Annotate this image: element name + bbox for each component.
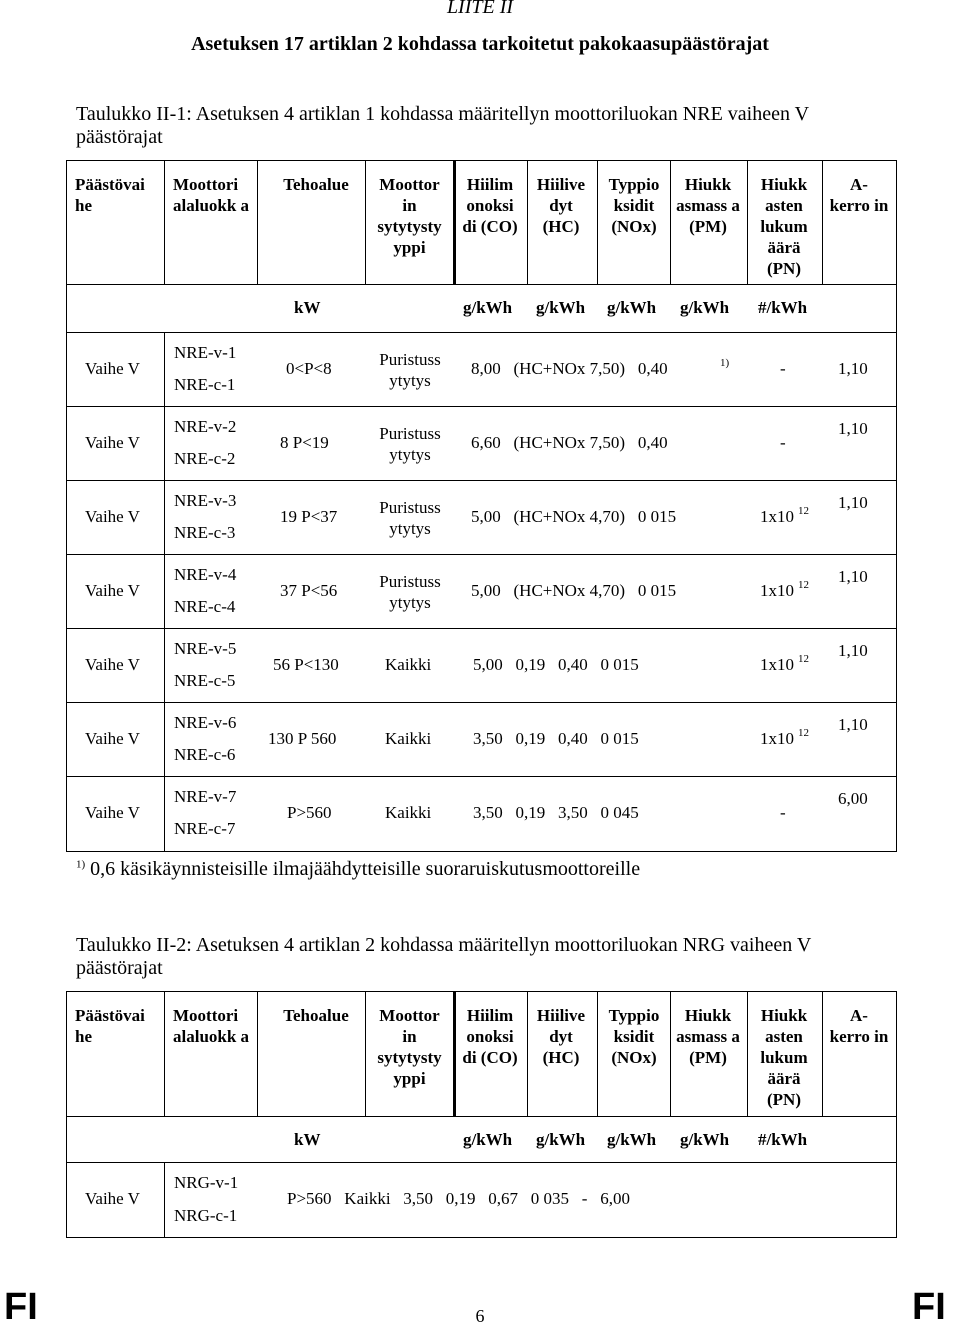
t1-row-sub2: NRE-c-4 bbox=[174, 597, 236, 616]
t1-row-ignition: Puristuss ytytys bbox=[379, 572, 441, 612]
t2-header-hc: Hiilive dyt (HC) bbox=[536, 1006, 586, 1067]
t1-unit-kw: kW bbox=[294, 298, 321, 317]
t1-row-pn-exp: 12 bbox=[798, 653, 809, 665]
t2-row-stage: Vaihe V bbox=[85, 1189, 140, 1208]
t1-row-afactor: 1,10 bbox=[838, 419, 868, 438]
t1-unit-nox: g/kWh bbox=[607, 298, 657, 317]
t1-unit-pm: g/kWh bbox=[680, 298, 730, 317]
t2-header-afactor: A- kerro in bbox=[829, 1006, 889, 1046]
t1-row-power: 0<P<8 bbox=[286, 359, 332, 378]
t1-unit-hc: g/kWh bbox=[536, 298, 586, 317]
footer-left-label: FI bbox=[4, 1286, 38, 1328]
annex-label: LIITE II bbox=[446, 0, 514, 18]
t2-header-power: Tehoalue bbox=[283, 1006, 349, 1025]
t2-unit-nox: g/kWh bbox=[607, 1130, 657, 1149]
t1-row-power: 8 P<19 bbox=[280, 433, 329, 452]
t2-unit-hc: g/kWh bbox=[536, 1130, 586, 1149]
t1-row-pm-note: 1) bbox=[720, 357, 730, 369]
t1-row-ignition: Kaikki bbox=[385, 803, 432, 822]
t1-row-ignition: Puristuss ytytys bbox=[379, 424, 441, 464]
t2-row-sub1: NRG-v-1 bbox=[174, 1173, 239, 1192]
t2-unit-co: g/kWh bbox=[463, 1130, 513, 1149]
t2-unit-pn: #/kWh bbox=[758, 1130, 808, 1149]
t1-row-sub2: NRE-c-7 bbox=[174, 819, 236, 838]
t1-row-sub1: NRE-v-1 bbox=[174, 343, 237, 362]
t1-row-stage: Vaihe V bbox=[85, 433, 140, 452]
t1-row-sub1: NRE-v-2 bbox=[174, 417, 237, 436]
t1-row-pn-exp: 12 bbox=[798, 727, 809, 739]
t1-row-stage: Vaihe V bbox=[85, 729, 140, 748]
t1-unit-co: g/kWh bbox=[463, 298, 513, 317]
t1-row-stage: Vaihe V bbox=[85, 507, 140, 526]
t1-header-afactor: A- kerro in bbox=[829, 175, 889, 215]
t1-header-ignition: Moottor in sytytysty yppi bbox=[377, 175, 442, 257]
t1-row-values: 6,60 (HC+NOx 7,50) 0,40 bbox=[471, 433, 668, 452]
t1-header-pn: Hiukk asten lukum äärä (PN) bbox=[760, 175, 808, 278]
t1-row-pn: - bbox=[780, 803, 786, 822]
footnote-mark: 1) bbox=[76, 858, 86, 871]
t1-row-pn: 1x10 bbox=[760, 507, 794, 526]
t1-row-ignition: Puristuss ytytys bbox=[379, 350, 441, 390]
t1-row-sub1: NRE-v-6 bbox=[174, 713, 237, 732]
t1-header-hc: Hiilive dyt (HC) bbox=[536, 175, 586, 236]
t1-header-power: Tehoalue bbox=[283, 175, 349, 194]
t1-row-sub2: NRE-c-2 bbox=[174, 449, 236, 468]
footnote bbox=[76, 858, 640, 881]
t2-header-pm: Hiukk asmass a (PM) bbox=[676, 1006, 740, 1067]
t2-row-values: P>560 Kaikki 3,50 0,19 0,67 0 035 - 6,00 bbox=[287, 1189, 630, 1208]
t1-row-sub1: NRE-v-5 bbox=[174, 639, 237, 658]
t1-row-ignition: Puristuss ytytys bbox=[379, 498, 441, 538]
t2-header-nox: Typpio ksidit (NOx) bbox=[608, 1006, 660, 1067]
t1-row-ignition: Kaikki bbox=[385, 655, 432, 674]
t1-row-values: 3,50 0,19 3,50 0 045 bbox=[473, 803, 639, 822]
t1-row-stage: Vaihe V bbox=[85, 581, 140, 600]
t1-row-values: 5,00 (HC+NOx 4,70) 0 015 bbox=[471, 507, 677, 526]
t1-row-values: 5,00 (HC+NOx 4,70) 0 015 bbox=[471, 581, 677, 600]
t1-header-nox: Typpio ksidit (NOx) bbox=[608, 175, 660, 236]
t1-row-sub2: NRE-c-6 bbox=[174, 745, 236, 764]
t1-row-power: 56 P<130 bbox=[273, 655, 339, 674]
t1-row-values: 8,00 (HC+NOx 7,50) 0,40 bbox=[471, 359, 668, 378]
t1-row-pn: 1x10 bbox=[760, 581, 794, 600]
t1-row-ignition: Kaikki bbox=[385, 729, 432, 748]
page-number: 6 bbox=[475, 1306, 485, 1326]
footer-right-label: FI bbox=[912, 1286, 946, 1328]
t1-row-sub1: NRE-v-4 bbox=[174, 565, 237, 584]
t2-header-stage: Päästövai he bbox=[75, 1006, 145, 1046]
t1-header-stage: Päästövai he bbox=[75, 175, 145, 215]
t1-row-values: 5,00 0,19 0,40 0 015 bbox=[473, 655, 639, 674]
t1-row-stage: Vaihe V bbox=[85, 803, 140, 822]
table1-caption: Taulukko II-1: Asetuksen 4 artiklan 1 kohdassa määritellyn moottoriluokan NRE vaiheen V päästörajat bbox=[76, 103, 809, 148]
t1-row-pn: 1x10 bbox=[760, 729, 794, 748]
t1-row-stage: Vaihe V bbox=[85, 655, 140, 674]
t1-row-pn-exp: 12 bbox=[798, 505, 809, 517]
t2-unit-kw: kW bbox=[294, 1130, 321, 1149]
t1-row-sub1: NRE-v-7 bbox=[174, 787, 237, 806]
t2-header-pn: Hiukk asten lukum äärä (PN) bbox=[760, 1006, 808, 1109]
t2-unit-pm: g/kWh bbox=[680, 1130, 730, 1149]
table2-caption: Taulukko II-2: Asetuksen 4 artiklan 2 kohdassa määritellyn moottoriluokan NRG vaiheen V päästörajat bbox=[76, 934, 811, 979]
t1-header-pm: Hiukk asmass a (PM) bbox=[676, 175, 740, 236]
t1-row-power: 130 P 560 bbox=[268, 729, 337, 748]
t2-header-ignition: Moottor in sytytysty yppi bbox=[377, 1006, 442, 1088]
t2-header-co: Hiilim onoksi di (CO) bbox=[462, 1006, 518, 1067]
t1-row-sub2: NRE-c-3 bbox=[174, 523, 236, 542]
footnote-text: 0,6 käsikäynnisteisille ilmajäähdytteisille suoraruiskutusmoottoreille bbox=[90, 858, 641, 880]
t1-row-pn-exp: 12 bbox=[798, 579, 809, 591]
t1-row-afactor: 1,10 bbox=[838, 567, 868, 586]
t1-row-values: 3,50 0,19 0,40 0 015 bbox=[473, 729, 639, 748]
t1-row-sub1: NRE-v-3 bbox=[174, 491, 237, 510]
t1-row-pn: - bbox=[780, 433, 786, 452]
t1-row-afactor: 1,10 bbox=[838, 359, 868, 378]
t1-row-sub2: NRE-c-1 bbox=[174, 375, 236, 394]
t1-row-afactor: 1,10 bbox=[838, 715, 868, 734]
t1-header-co: Hiilim onoksi di (CO) bbox=[462, 175, 518, 236]
t1-row-afactor: 1,10 bbox=[838, 493, 868, 512]
t1-row-power: 37 P<56 bbox=[280, 581, 338, 600]
t1-row-pn: 1x10 bbox=[760, 655, 794, 674]
t1-row-stage: Vaihe V bbox=[85, 359, 140, 378]
t1-row-power: P>560 bbox=[287, 803, 332, 822]
t1-row-pn: - bbox=[780, 359, 786, 378]
t1-row-afactor: 1,10 bbox=[838, 641, 868, 660]
t2-row-sub2: NRG-c-1 bbox=[174, 1206, 238, 1225]
t1-header-subcategory: Moottori alaluokk a bbox=[173, 175, 250, 215]
t1-row-afactor: 6,00 bbox=[838, 789, 868, 808]
t1-row-sub2: NRE-c-5 bbox=[174, 671, 236, 690]
t1-unit-pn: #/kWh bbox=[758, 298, 808, 317]
page-title: Asetuksen 17 artiklan 2 kohdassa tarkoitetut pakokaasupäästörajat bbox=[191, 33, 769, 55]
t2-header-subcategory: Moottori alaluokk a bbox=[173, 1006, 250, 1046]
t1-row-power: 19 P<37 bbox=[280, 507, 338, 526]
